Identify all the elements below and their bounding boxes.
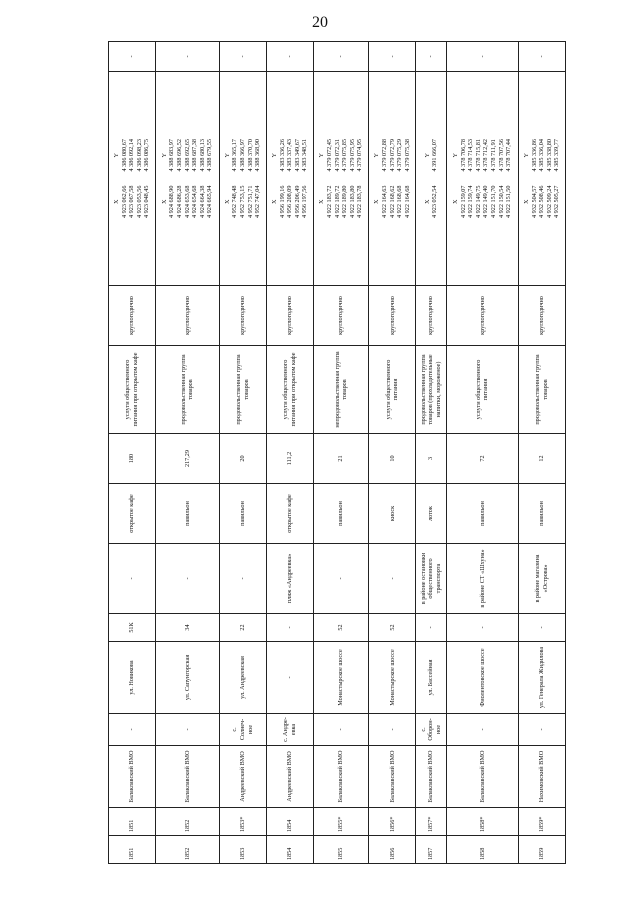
coord-value: 4 383 336,26	[278, 139, 286, 172]
cell-street: Фиолентовское шоссе	[446, 642, 518, 714]
placement-table	[108, 41, 566, 864]
coord-value: 4 379 075,38	[403, 139, 411, 172]
coord-value: 4 386 086,75	[143, 139, 151, 172]
coord-column-y	[161, 139, 214, 171]
coord-value: 4 924 665,94	[206, 185, 214, 218]
cell-period: круглогодично	[156, 286, 220, 346]
coord-column-y	[373, 139, 411, 171]
coord-axis-label: X	[318, 199, 326, 204]
cell-period: круглогодично	[518, 286, 565, 346]
coord-axis-label: X	[452, 199, 459, 204]
coord-value: 4 956 199,16	[278, 185, 286, 218]
cell-coordinates	[446, 72, 518, 286]
cell-period: круглогодично	[446, 286, 518, 346]
coord-value: 4 922 151,70	[489, 185, 497, 218]
coord-value: 4 922 183,72	[325, 185, 333, 218]
cell-specialization: непродовольственная группа товаров	[313, 346, 368, 434]
cell-n2: 1855*	[313, 808, 368, 836]
cell-landmark: -	[109, 544, 156, 614]
cell-specialization: услуги общественного питания	[369, 346, 416, 434]
coord-value: 4 378 706,78	[459, 139, 467, 172]
coord-value: 4 383 337,43	[286, 139, 294, 172]
coord-axis-label: Y	[223, 153, 231, 158]
cell-period: круглогодично	[219, 286, 266, 346]
cell-area: 3	[416, 434, 446, 484]
cell-object-type: открытое кафе	[266, 484, 313, 544]
coord-value: 4 922 164,63	[380, 185, 388, 218]
coord-value: 4 383 348,51	[301, 139, 309, 172]
coord-value: 4 388 680,13	[198, 139, 206, 172]
coord-value: 4 922 168,68	[396, 185, 404, 218]
cell-area: 72	[446, 434, 518, 484]
coord-column-x	[224, 186, 262, 218]
table-row	[369, 42, 416, 864]
cell-empty: -	[109, 42, 156, 72]
coord-value: 4 923 052,54	[431, 185, 439, 218]
coord-value: 4 922 189,72	[333, 185, 341, 218]
coord-value: 4 923 062,66	[120, 185, 128, 218]
cell-coordinates	[369, 72, 416, 286]
cell-n2: 1857*	[416, 808, 446, 836]
cell-object-type: павильон	[446, 484, 518, 544]
cell-district: Балаклавский ВМО	[109, 746, 156, 808]
coord-value: 4 932 505,27	[553, 185, 561, 218]
coord-axis-label: X	[522, 199, 530, 204]
coord-column-y	[424, 139, 439, 171]
coord-value: 4 385 338,80	[545, 139, 553, 172]
coord-value: 4 924 688,90	[168, 185, 176, 218]
cell-settlement: -	[369, 714, 416, 746]
coord-axis-label: Y	[452, 153, 459, 158]
coord-value: 4 922 151,50	[505, 185, 513, 218]
coord-value: 4 924 686,28	[176, 185, 184, 218]
coord-axis-label: X	[423, 199, 431, 204]
cell-n2: 1856*	[369, 808, 416, 836]
coord-value: 4 924 664,38	[198, 185, 206, 218]
cell-empty: -	[219, 42, 266, 72]
coord-value: 4 379 072,31	[333, 139, 341, 172]
cell-house: 34	[156, 614, 220, 642]
cell-landmark: -	[313, 544, 368, 614]
cell-n2: 1852	[156, 808, 220, 836]
cell-object-type: павильон	[518, 484, 565, 544]
cell-landmark: пляж «Андреевка»	[266, 544, 313, 614]
table-body	[109, 42, 566, 864]
cell-street: -	[266, 642, 313, 714]
cell-specialization: продовольственная группа товаров	[518, 346, 565, 434]
coord-axis-label: X	[223, 199, 231, 204]
cell-coordinates	[156, 72, 220, 286]
coord-column-x	[523, 186, 561, 218]
cell-street: ул. Новикова	[109, 642, 156, 714]
coord-value: 4 924 654,68	[191, 185, 199, 218]
cell-n1: 1855	[313, 836, 368, 864]
cell-street: ул. Сапунгорская	[156, 642, 220, 714]
cell-landmark: в районе остановки общественного транспорта	[416, 544, 446, 614]
coord-axis-label: Y	[522, 153, 530, 158]
coord-value: 4 952 747,04	[254, 185, 262, 218]
cell-settlement: с. Оборон-ное	[416, 714, 446, 746]
coord-value: 4 922 168,62	[388, 185, 396, 218]
coord-value: 4 922 183,78	[356, 185, 364, 218]
cell-house: -	[518, 614, 565, 642]
cell-n2: 1858*	[446, 808, 518, 836]
coord-value: 4 952 748,48	[231, 185, 239, 218]
coord-axis-label: X	[160, 199, 168, 204]
cell-n1: 1859	[518, 836, 565, 864]
coord-column-x	[373, 186, 411, 218]
cell-specialization: продовольственная группа товаров	[219, 346, 266, 434]
cell-object-type: киоск	[369, 484, 416, 544]
coord-value: 4 932 504,57	[530, 185, 538, 218]
coord-column-y	[318, 139, 364, 171]
cell-period: круглогодично	[266, 286, 313, 346]
cell-area: 180	[109, 434, 156, 484]
coord-value: 4 379 075,95	[348, 139, 356, 172]
table-row	[313, 42, 368, 864]
coord-value: 4 378 707,44	[505, 139, 513, 172]
coord-value: 4 924 653,68	[183, 185, 191, 218]
cell-n1: 1853	[219, 836, 266, 864]
cell-object-type: павильон	[219, 484, 266, 544]
coord-value: 4 923 053,56	[135, 185, 143, 218]
coord-value: 4 952 753,15	[239, 185, 247, 218]
cell-street: ул. Андреевская	[219, 642, 266, 714]
table-row	[219, 42, 266, 864]
cell-n1: 1851	[109, 836, 156, 864]
coord-value: 4 922 159,07	[459, 185, 467, 218]
cell-landmark: в районе магазина «Острова»	[518, 544, 565, 614]
coord-value: 4 378 711,91	[489, 139, 497, 172]
cell-house: -	[416, 614, 446, 642]
cell-coordinates	[313, 72, 368, 286]
page-number: 20	[312, 14, 328, 31]
coord-value: 4 379 075,85	[341, 139, 349, 172]
coord-value: 4 379 074,95	[356, 139, 364, 172]
cell-street: ул. Генерала Жидилова	[518, 642, 565, 714]
cell-house: 52	[313, 614, 368, 642]
cell-n2: 1853*	[219, 808, 266, 836]
cell-settlement: -	[518, 714, 565, 746]
coord-axis-label: Y	[270, 153, 278, 158]
coord-axis-label: X	[270, 199, 278, 204]
cell-area: 111,2	[266, 434, 313, 484]
cell-area: 12	[518, 434, 565, 484]
coord-value: 4 388 366,97	[239, 139, 247, 172]
coord-column-x	[271, 186, 309, 218]
coord-column-y	[113, 139, 151, 171]
table-row	[109, 42, 156, 864]
cell-object-type: павильон	[156, 484, 220, 544]
coord-column-y	[224, 139, 262, 171]
coord-value: 4 956 206,49	[293, 185, 301, 218]
coord-value: 4 378 707,56	[497, 139, 505, 172]
coord-value: 4 385 336,86	[530, 139, 538, 172]
coord-value: 4 932 509,24	[545, 185, 553, 218]
coord-value: 4 388 679,55	[206, 139, 214, 172]
coord-value: 4 379 072,45	[325, 139, 333, 172]
coord-value: 4 379 075,29	[396, 139, 404, 172]
cell-n1: 1854	[266, 836, 313, 864]
coord-value: 4 922 183,80	[348, 185, 356, 218]
cell-period: круглогодично	[369, 286, 416, 346]
cell-house: -	[266, 614, 313, 642]
cell-specialization: продовольственная группа товаров (прохладительные напитки, мороженое)	[416, 346, 446, 434]
cell-empty: -	[266, 42, 313, 72]
coord-value: 4 386 092,14	[128, 139, 136, 172]
coord-column-y	[452, 139, 513, 171]
cell-empty: -	[518, 42, 565, 72]
coord-value: 4 378 714,53	[467, 139, 475, 172]
coord-value: 4 952 751,71	[246, 185, 254, 218]
cell-empty: -	[416, 42, 446, 72]
coord-column-x	[161, 186, 214, 218]
cell-area: 10	[369, 434, 416, 484]
coord-value: 4 388 683,97	[168, 139, 176, 172]
cell-house: -	[446, 614, 518, 642]
cell-landmark: -	[369, 544, 416, 614]
cell-empty: -	[156, 42, 220, 72]
coord-value: 4 956 197,56	[301, 185, 309, 218]
cell-empty: -	[446, 42, 518, 72]
coord-column-y	[523, 139, 561, 171]
cell-street: Монастырское шоссе	[313, 642, 368, 714]
cell-district: Балаклавский ВМО	[416, 746, 446, 808]
cell-district: Балаклавский ВМО	[313, 746, 368, 808]
cell-n2: 1854	[266, 808, 313, 836]
cell-area: 20	[219, 434, 266, 484]
cell-n1: 1856	[369, 836, 416, 864]
coord-value: 4 386 080,67	[120, 139, 128, 172]
cell-specialization: услуги общественного питания	[446, 346, 518, 434]
cell-specialization: продовольственная группа товаров	[156, 346, 220, 434]
coord-value: 4 922 189,80	[341, 185, 349, 218]
cell-object-type: павильон	[313, 484, 368, 544]
rotated-table-container	[108, 42, 566, 864]
rotated-table-frame	[108, 42, 566, 864]
cell-street: ул. Бассейная	[416, 642, 446, 714]
coord-value: 4 385 336,04	[538, 139, 546, 172]
cell-landmark: -	[156, 544, 220, 614]
table-row	[446, 42, 518, 864]
coord-value: 4 923 067,58	[128, 185, 136, 218]
table-row	[416, 42, 446, 864]
coord-axis-label: Y	[160, 153, 168, 158]
coord-axis-label: X	[113, 199, 121, 204]
coord-value: 4 922 149,40	[482, 185, 490, 218]
cell-n2: 1851	[109, 808, 156, 836]
cell-district: Андреевский ВМО	[266, 746, 313, 808]
coord-value: 4 388 370,70	[246, 139, 254, 172]
coord-value: 4 388 692,65	[183, 139, 191, 172]
coord-value: 4 378 712,42	[482, 139, 490, 172]
cell-area: 21	[313, 434, 368, 484]
cell-coordinates	[266, 72, 313, 286]
cell-area: 217,29	[156, 434, 220, 484]
coord-axis-label: Y	[113, 153, 121, 158]
cell-n1: 1858	[446, 836, 518, 864]
cell-settlement: с. Солнеч-ное	[219, 714, 266, 746]
coord-value: 4 922 164,68	[403, 185, 411, 218]
coord-value: 4 388 696,52	[176, 139, 184, 172]
cell-specialization: услуги общественного питания при открытом кафе	[109, 346, 156, 434]
coord-value: 4 932 508,46	[538, 185, 546, 218]
coord-axis-label: Y	[318, 153, 326, 158]
coord-value: 4 956 208,09	[286, 185, 294, 218]
cell-district: Балаклавский ВМО	[369, 746, 416, 808]
cell-district: Андреевский ВМО	[219, 746, 266, 808]
coord-value: 4 383 349,67	[293, 139, 301, 172]
cell-landmark: -	[219, 544, 266, 614]
coord-column-x	[113, 186, 151, 218]
cell-empty: -	[313, 42, 368, 72]
cell-empty: -	[369, 42, 416, 72]
cell-period: круглогодично	[109, 286, 156, 346]
cell-settlement: -	[109, 714, 156, 746]
table-row	[156, 42, 220, 864]
cell-n1: 1852	[156, 836, 220, 864]
cell-n1: 1857	[416, 836, 446, 864]
coord-value: 4 386 098,23	[135, 139, 143, 172]
cell-coordinates	[109, 72, 156, 286]
coord-value: 4 379 072,88	[380, 139, 388, 172]
coord-value: 4 378 715,81	[474, 139, 482, 172]
cell-settlement: -	[156, 714, 220, 746]
coord-value: 4 388 368,90	[254, 139, 262, 172]
table-row	[518, 42, 565, 864]
coord-value: 4 922 159,74	[467, 185, 475, 218]
coord-value: 4 391 666,07	[431, 139, 439, 172]
cell-house: 22	[219, 614, 266, 642]
coord-value: 4 922 149,75	[474, 185, 482, 218]
table-row	[266, 42, 313, 864]
coord-value: 4 388 365,17	[231, 139, 239, 172]
coord-value: 4 922 150,54	[497, 185, 505, 218]
cell-coordinates	[518, 72, 565, 286]
cell-settlement: -	[313, 714, 368, 746]
cell-n2: 1859*	[518, 808, 565, 836]
cell-coordinates	[219, 72, 266, 286]
cell-house: 52	[369, 614, 416, 642]
coord-value: 4 388 687,38	[191, 139, 199, 172]
coord-column-x	[424, 186, 439, 218]
coord-axis-label: X	[373, 199, 381, 204]
cell-object-type: лоток	[416, 484, 446, 544]
coord-column-y	[271, 139, 309, 171]
cell-object-type: открытое кафе	[109, 484, 156, 544]
cell-settlement: -	[446, 714, 518, 746]
cell-district: Нахимовский ВМО	[518, 746, 565, 808]
cell-house: 51К	[109, 614, 156, 642]
coord-axis-label: Y	[423, 153, 431, 158]
cell-street: Монастырское шоссе	[369, 642, 416, 714]
cell-district: Балаклавский ВМО	[156, 746, 220, 808]
coord-column-x	[318, 186, 364, 218]
cell-settlement: с. Андре-евка	[266, 714, 313, 746]
cell-period: круглогодично	[313, 286, 368, 346]
coord-value: 4 379 072,79	[388, 139, 396, 172]
cell-landmark: в районе СТ «Шхуна»	[446, 544, 518, 614]
coord-value: 4 923 048,45	[143, 185, 151, 218]
coord-column-x	[452, 186, 513, 218]
coord-axis-label: Y	[373, 153, 381, 158]
cell-coordinates	[416, 72, 446, 286]
cell-specialization: услуги общественного питания при открытом кафе	[266, 346, 313, 434]
coord-value: 4 385 339,77	[553, 139, 561, 172]
cell-period: круглогодично	[416, 286, 446, 346]
cell-district: Балаклавский ВМО	[446, 746, 518, 808]
